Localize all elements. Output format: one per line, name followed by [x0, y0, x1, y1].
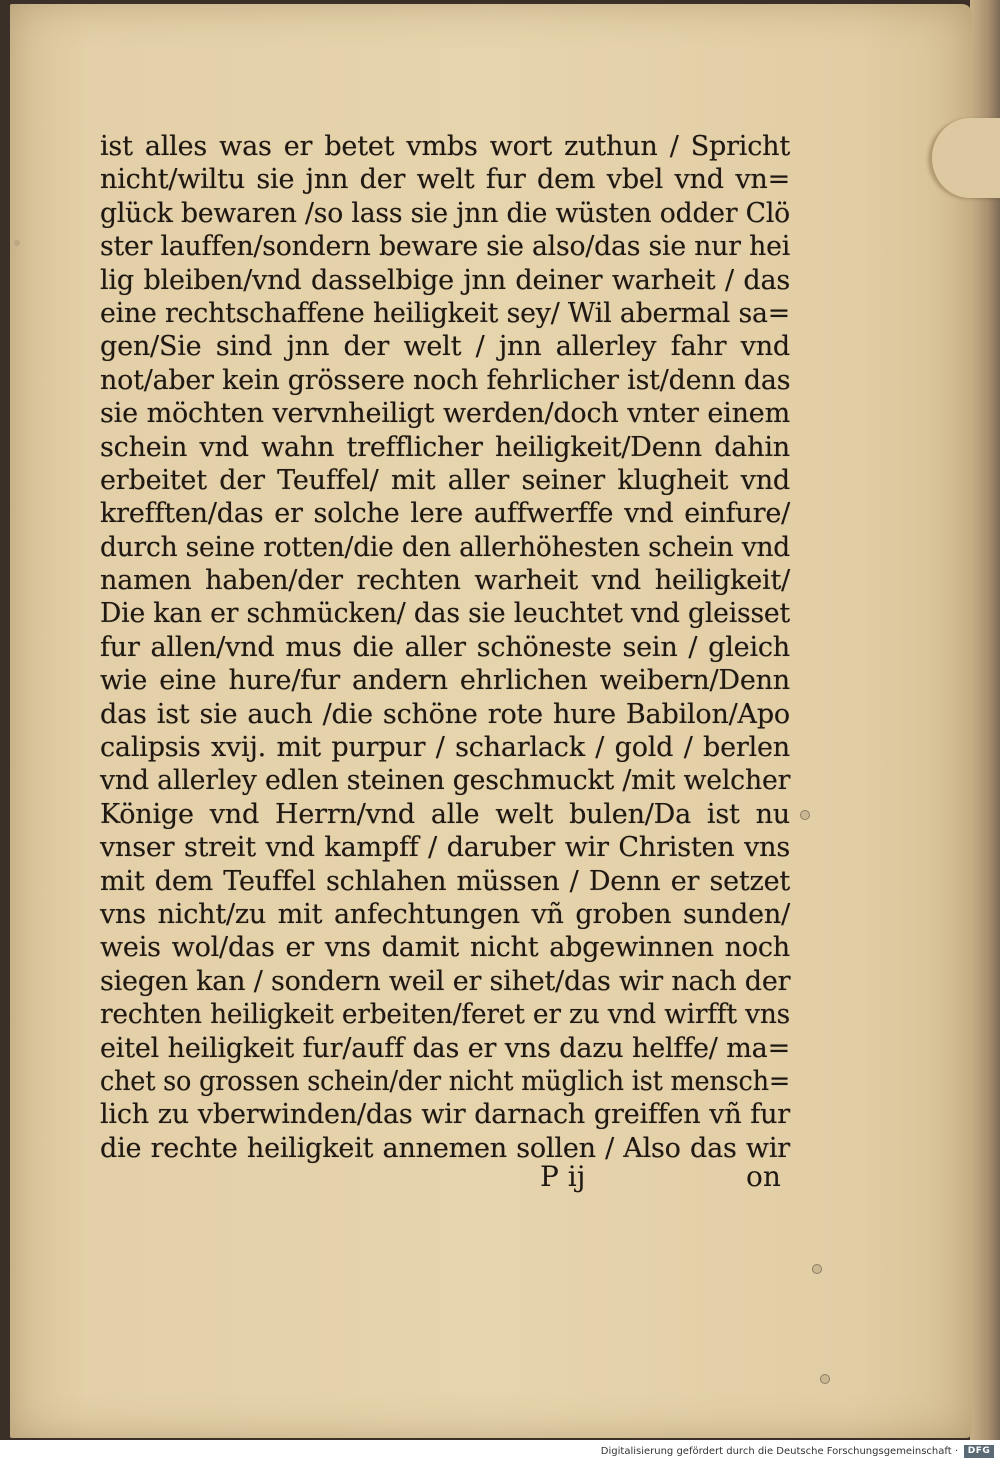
text-line: das ist sie auch /die schöne rote hure Babilon/Apo [100, 698, 790, 730]
text-line: glück bewaren /so lass sie jnn die wüsten odder Clö [100, 197, 790, 229]
page-footer-marks [540, 1160, 790, 1194]
text-line: lig bleiben/vnd dasselbige jnn deiner warheit / das [100, 264, 790, 296]
text-line: calipsis xvij. mit purpur / scharlack / gold / berlen [100, 732, 790, 764]
text-line: weis wol/das er vns damit nicht abgewinnen noch [100, 932, 790, 964]
dfg-logo: DFG [964, 1445, 994, 1458]
text-line: durch seine rotten/die den allerhöhesten schein vnd [100, 531, 790, 563]
text-line: eitel heiligkeit fur/auff das er vns dazu helffe/ ma= [100, 1032, 790, 1064]
footer-credit: Digitalisierung gefördert durch die Deutsche Forschungsgemeinschaft · [600, 1446, 958, 1457]
page-speck [812, 1264, 822, 1274]
text-block [100, 130, 790, 1165]
text-line: siegen kan / sondern weil er sihet/das wir nach der [100, 965, 791, 997]
text-line: schein vnd wahn trefflicher heiligkeit/Denn dahin [100, 431, 790, 463]
text-line: gen/Sie sind jnn der welt / jnn allerley fahr vnd [100, 331, 790, 363]
text-line: eine rechtschaffene heiligkeit sey/ Wil abermal sa= [100, 297, 791, 329]
page-tab [930, 118, 1000, 198]
text-line: vnd allerley edlen steinen geschmuckt /mit welcher [100, 765, 791, 797]
text-line: mit dem Teuffel schlahen müssen / Denn er setzet [100, 865, 790, 897]
catchword: on [746, 1160, 781, 1193]
text-line: namen haben/der rechten warheit vnd heiligkeit/ [100, 565, 790, 597]
text-line: fur allen/vnd mus die aller schöneste sein / gleich [100, 631, 790, 663]
margin-mark [14, 240, 20, 246]
text-line: nicht/wiltu sie jnn der welt fur dem vbel vnd vn= [100, 164, 790, 196]
text-line: not/aber kein grössere noch fehrlicher ist/denn das [100, 364, 791, 396]
text-line: ster lauffen/sondern beware sie also/das sie nur hei [100, 231, 791, 263]
page-speck [820, 1374, 830, 1384]
text-line: die rechte heiligkeit annemen sollen / Also das wir [100, 1132, 790, 1164]
signature-mark: P ij [540, 1160, 586, 1193]
text-line: chet so grossen schein/der nicht müglich ist mensch= [100, 1065, 791, 1097]
page-speck [800, 810, 810, 820]
text-line: ist alles was er betet vmbs wort zuthun / Spricht [100, 131, 790, 162]
text-line: krefften/das er solche lere auffwerffe vnd einfure/ [100, 498, 790, 530]
text-line: vnser streit vnd kampff / daruber wir Christen vns [100, 832, 790, 864]
text-line: Könige vnd Herrn/vnd alle welt bulen/Da ist nu [100, 798, 790, 830]
text-line: wie eine hure/fur andern ehrlichen weibern/Denn [100, 665, 790, 697]
text-line: Die kan er schmücken/ das sie leuchtet vnd gleisset [100, 598, 790, 630]
text-line: erbeitet der Teuffel/ mit aller seiner klugheit vnd [100, 464, 790, 496]
text-line: rechten heiligkeit erbeiten/feret er zu vnd wirfft vns [100, 999, 790, 1031]
footer-bar [0, 1440, 1000, 1465]
text-line: sie möchten vervnheiligt werden/doch vnter einem [100, 398, 790, 430]
page-edge [970, 0, 1000, 1440]
text-line: vns nicht/zu mit anfechtungen vñ groben sunden/ [100, 898, 790, 930]
text-line: lich zu vberwinden/das wir darnach greiffen vñ fur [100, 1099, 790, 1131]
